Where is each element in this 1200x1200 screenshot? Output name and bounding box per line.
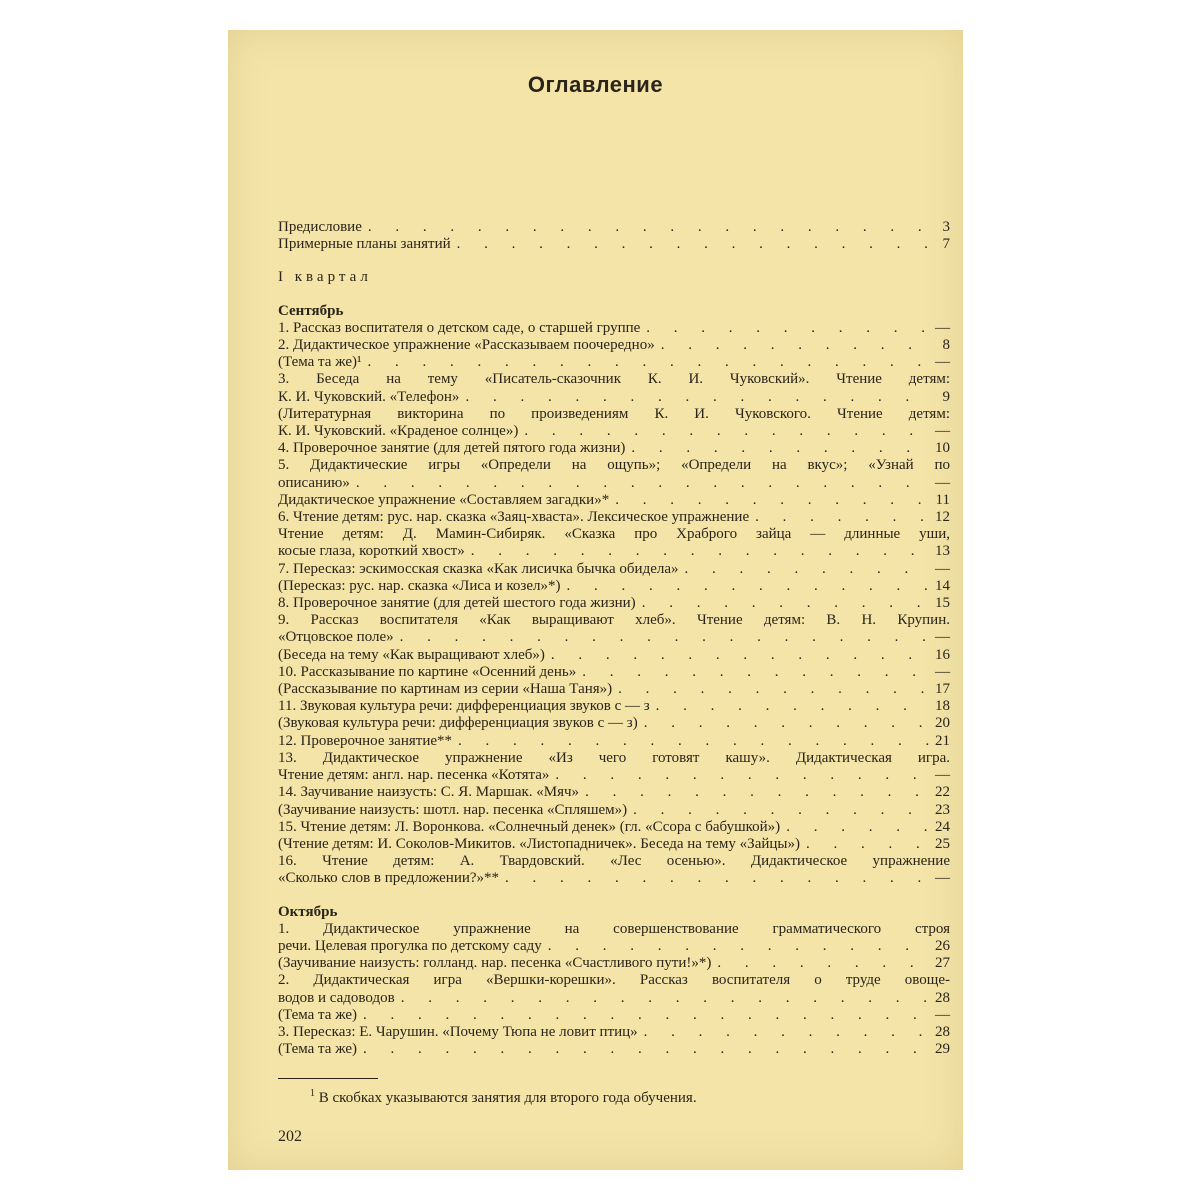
toc-entry (278, 236, 950, 253)
dot-leader (644, 715, 929, 732)
toc-entry-text: 2. Дидактическое упражнение «Рассказываем поочередно» (278, 337, 655, 354)
dot-leader (806, 836, 929, 853)
dot-leader (755, 509, 929, 526)
toc-entry (278, 423, 950, 440)
dot-leader (644, 1024, 929, 1041)
toc-entry (278, 955, 950, 972)
toc-entry-text: 14. Заучивание наизусть: С. Я. Маршак. «Мяч» (278, 784, 580, 801)
toc-entry-line: 13. Дидактическое упражнение «Из чего готовят кашу». Дидактическая игра. (278, 749, 950, 766)
toc-entry-text: 10. Рассказывание по картине «Осенний день» (278, 663, 577, 680)
month-heading-october: Октябрь (278, 903, 338, 920)
toc-entry-line: Чтение детям: Д. Мамин-Сибиряк. «Сказка про Храброго зайца — длинные уши, (278, 526, 950, 543)
toc-entry (278, 440, 950, 457)
dot-leader (582, 664, 929, 681)
toc-entry-text: (Звуковая культура речи: дифференциация звуков с — з) (278, 715, 638, 732)
toc-entry-text: 15. Чтение детям: Л. Воронкова. «Солнечный денек» (гл. «Ссора с бабушкой») (278, 818, 781, 835)
toc-page-number: 15 (935, 595, 950, 612)
toc-entry-text: Примерные планы занятий (278, 236, 451, 253)
toc-entry-text: 4. Проверочное занятие (для детей пятого года жизни) (278, 440, 626, 457)
toc-entry-text: описанию» (278, 474, 350, 491)
toc-entry (278, 629, 950, 646)
toc-entry (278, 337, 950, 354)
toc-page-number: 23 (935, 801, 950, 818)
footnote (310, 1088, 697, 1107)
toc-entry (278, 475, 950, 492)
toc-entry-text: «Отцовское поле» (278, 629, 394, 646)
toc-entry (278, 784, 950, 801)
toc-entry (278, 1007, 950, 1024)
dot-leader (656, 698, 929, 715)
toc-entry-text: 6. Чтение детям: рус. нар. сказка «Заяц-хваста». Лексическое упражнение (278, 509, 750, 526)
dot-leader (548, 938, 929, 955)
toc-entry (278, 715, 950, 732)
toc-entry-text: Предисловие (278, 219, 362, 235)
toc-entry (278, 320, 950, 337)
toc-entry-text: К. И. Чуковский. «Краденое солнце») (278, 423, 519, 440)
toc-entry (278, 698, 950, 715)
toc-entry-line: 9. Рассказ воспитателя «Как выращивают хлеб». Чтение детям: В. Н. Крупин. (278, 612, 950, 629)
dot-leader (633, 802, 929, 819)
toc-page-number: 25 (935, 835, 950, 852)
dot-leader (786, 819, 929, 836)
dot-leader (631, 440, 929, 457)
dot-leader (356, 475, 929, 492)
toc-page-number: — (935, 1006, 950, 1023)
dot-leader (585, 784, 929, 801)
toc-page-number: 20 (935, 715, 950, 732)
page-title: Оглавление (527, 72, 664, 97)
toc-entry (278, 543, 950, 560)
toc-page-number: — (935, 474, 950, 491)
toc-entry (278, 664, 950, 681)
dot-leader (363, 1041, 929, 1058)
dot-leader (551, 647, 929, 664)
toc-entry (278, 509, 950, 526)
toc-page-number: — (935, 319, 950, 336)
dot-leader (615, 492, 929, 509)
toc-entry-text: (Тема та же)¹ (278, 354, 362, 371)
toc-page-number: 13 (935, 543, 950, 560)
toc-entry-line: 1. Дидактическое упражнение на совершенствование грамматического строя (278, 920, 950, 937)
toc-entry-text: 1. Рассказ воспитателя о детском саде, о старшей группе (278, 319, 641, 336)
footnote-mark: 1 (310, 1088, 315, 1099)
toc-entry-line: 3. Беседа на тему «Писатель-сказочник К. И. Чуковский». Чтение детям: (278, 371, 950, 388)
toc-entry (278, 733, 950, 750)
toc-entry (278, 990, 950, 1007)
toc-page-number: 26 (935, 937, 950, 954)
toc-page-number: — (935, 560, 950, 577)
dot-leader (401, 990, 929, 1007)
toc-entry (278, 767, 950, 784)
dot-leader (368, 219, 930, 236)
toc-entry-text: К. И. Чуковский. «Телефон» (278, 388, 460, 405)
toc-entry (278, 836, 950, 853)
toc-entry-text: 3. Пересказ: Е. Чарушин. «Почему Тюпа не ловит птиц» (278, 1023, 638, 1040)
footnote-divider (278, 1078, 378, 1079)
toc-entry (278, 354, 950, 371)
toc-entry-text: 11. Звуковая культура речи: дифференциация звуков с — з (278, 698, 650, 715)
toc-entry-text: (Заучивание наизусть: шотл. нар. песенка «Спляшем») (278, 801, 628, 818)
toc-entry (278, 595, 950, 612)
toc-entry-text: Чтение детям: англ. нар. песенка «Котята» (278, 767, 550, 784)
toc-entry-text: косые глаза, короткий хвост» (278, 543, 465, 560)
toc-page-number: 29 (935, 1041, 950, 1058)
toc-entry (278, 561, 950, 578)
toc-page-number: 11 (935, 491, 950, 508)
toc-entry-text: 12. Проверочное занятие** (278, 732, 453, 749)
toc-entry-text: (Тема та же) (278, 1041, 358, 1058)
toc-page-number: 14 (935, 577, 950, 594)
dot-leader (505, 870, 929, 887)
toc-page-number: 7 (942, 236, 950, 253)
toc-page-number: — (935, 767, 950, 784)
month-heading-september: Сентябрь (278, 302, 344, 319)
toc-page-number: 17 (935, 681, 950, 698)
toc-entry-text: (Чтение детям: И. Соколов-Микитов. «Листопадничек». Беседа на тему «Зайцы») (278, 835, 800, 852)
toc-entry-line: 5. Дидактические игры «Определи на ощупь»; «Определи на вкус»; «Узнай по (278, 457, 950, 474)
toc-page-number: 16 (935, 646, 950, 663)
toc-page-number: — (935, 354, 950, 371)
page-number: 202 (278, 1128, 302, 1145)
toc-entry (278, 681, 950, 698)
dot-leader (555, 767, 929, 784)
toc-page-number: — (935, 423, 950, 440)
toc-entry-line: 2. Дидактическая игра «Вершки-корешки». Рассказ воспитателя о труде овоще- (278, 972, 950, 989)
toc-entry-line: (Литературная викторина по произведениям К. И. Чуковского. Чтение детям: (278, 405, 950, 422)
dot-leader (524, 423, 929, 440)
toc-page-number: — (935, 870, 950, 887)
toc-entry (278, 1024, 950, 1041)
toc-entry (278, 938, 950, 955)
toc-page-number: 9 (942, 388, 950, 405)
dot-leader (661, 337, 930, 354)
toc-entry (278, 219, 950, 236)
toc-page-number: 8 (942, 337, 950, 354)
toc-page-number: 22 (935, 784, 950, 801)
footnote-text: В скобках указываются занятия для второго года обучения. (318, 1090, 697, 1106)
toc-page-number: 28 (935, 1023, 950, 1040)
toc-page-number: 21 (935, 732, 950, 749)
toc-entry-text: речи. Целевая прогулка по детскому саду (278, 937, 542, 954)
book-page (228, 30, 963, 1170)
quarter-heading: I квартал (278, 269, 372, 286)
toc-entry (278, 1041, 950, 1058)
toc-entry (278, 819, 950, 836)
toc-entry (278, 870, 950, 887)
toc-entry-text: 8. Проверочное занятие (для детей шестого года жизни) (278, 595, 636, 612)
toc-entry (278, 578, 950, 595)
dot-leader (642, 595, 929, 612)
toc-entry-text: «Сколько слов в предложении?»** (278, 870, 500, 887)
toc-page-number: 3 (942, 219, 950, 235)
toc-entry (278, 647, 950, 664)
toc-entry-text: (Рассказывание по картинам из серии «Наша Таня») (278, 681, 613, 698)
toc-entry-text: (Пересказ: рус. нар. сказка «Лиса и козел»*) (278, 577, 561, 594)
toc-entry-text: (Беседа на тему «Как выращивают хлеб») (278, 646, 545, 663)
toc-page-number: — (935, 629, 950, 646)
toc-entry-text: 7. Пересказ: эскимосская сказка «Как лисичка бычка обидела» (278, 560, 679, 577)
dot-leader (566, 578, 929, 595)
toc-entry (278, 802, 950, 819)
dot-leader (471, 543, 929, 560)
toc-entry-text: Дидактическое упражнение «Составляем загадки»* (278, 491, 610, 508)
dot-leader (646, 320, 929, 337)
dot-leader (465, 389, 930, 406)
dot-leader (685, 561, 930, 578)
dot-leader (618, 681, 929, 698)
toc-page-number: 28 (935, 989, 950, 1006)
dot-leader (400, 629, 929, 646)
toc-entry-text: (Заучивание наизусть: голланд. нар. песенка «Счастливого пути!»*) (278, 955, 712, 972)
dot-leader (458, 733, 929, 750)
dot-leader (363, 1007, 929, 1024)
toc-page-number: 24 (935, 818, 950, 835)
toc-entry (278, 389, 950, 406)
toc-entry-line: 16. Чтение детям: А. Твардовский. «Лес осенью». Дидактическое упражнение (278, 853, 950, 870)
dot-leader (717, 955, 929, 972)
toc-page-number: — (935, 663, 950, 680)
toc-entry-text: водов и садоводов (278, 989, 395, 1006)
toc-entry-text: (Тема та же) (278, 1006, 358, 1023)
toc-page-number: 10 (935, 440, 950, 457)
dot-leader (457, 236, 930, 253)
toc-page-number: 27 (935, 955, 950, 972)
dot-leader (368, 354, 929, 371)
table-of-contents (278, 219, 950, 1058)
toc-entry (278, 492, 950, 509)
toc-page-number: 18 (935, 698, 950, 715)
toc-page-number: 12 (935, 509, 950, 526)
